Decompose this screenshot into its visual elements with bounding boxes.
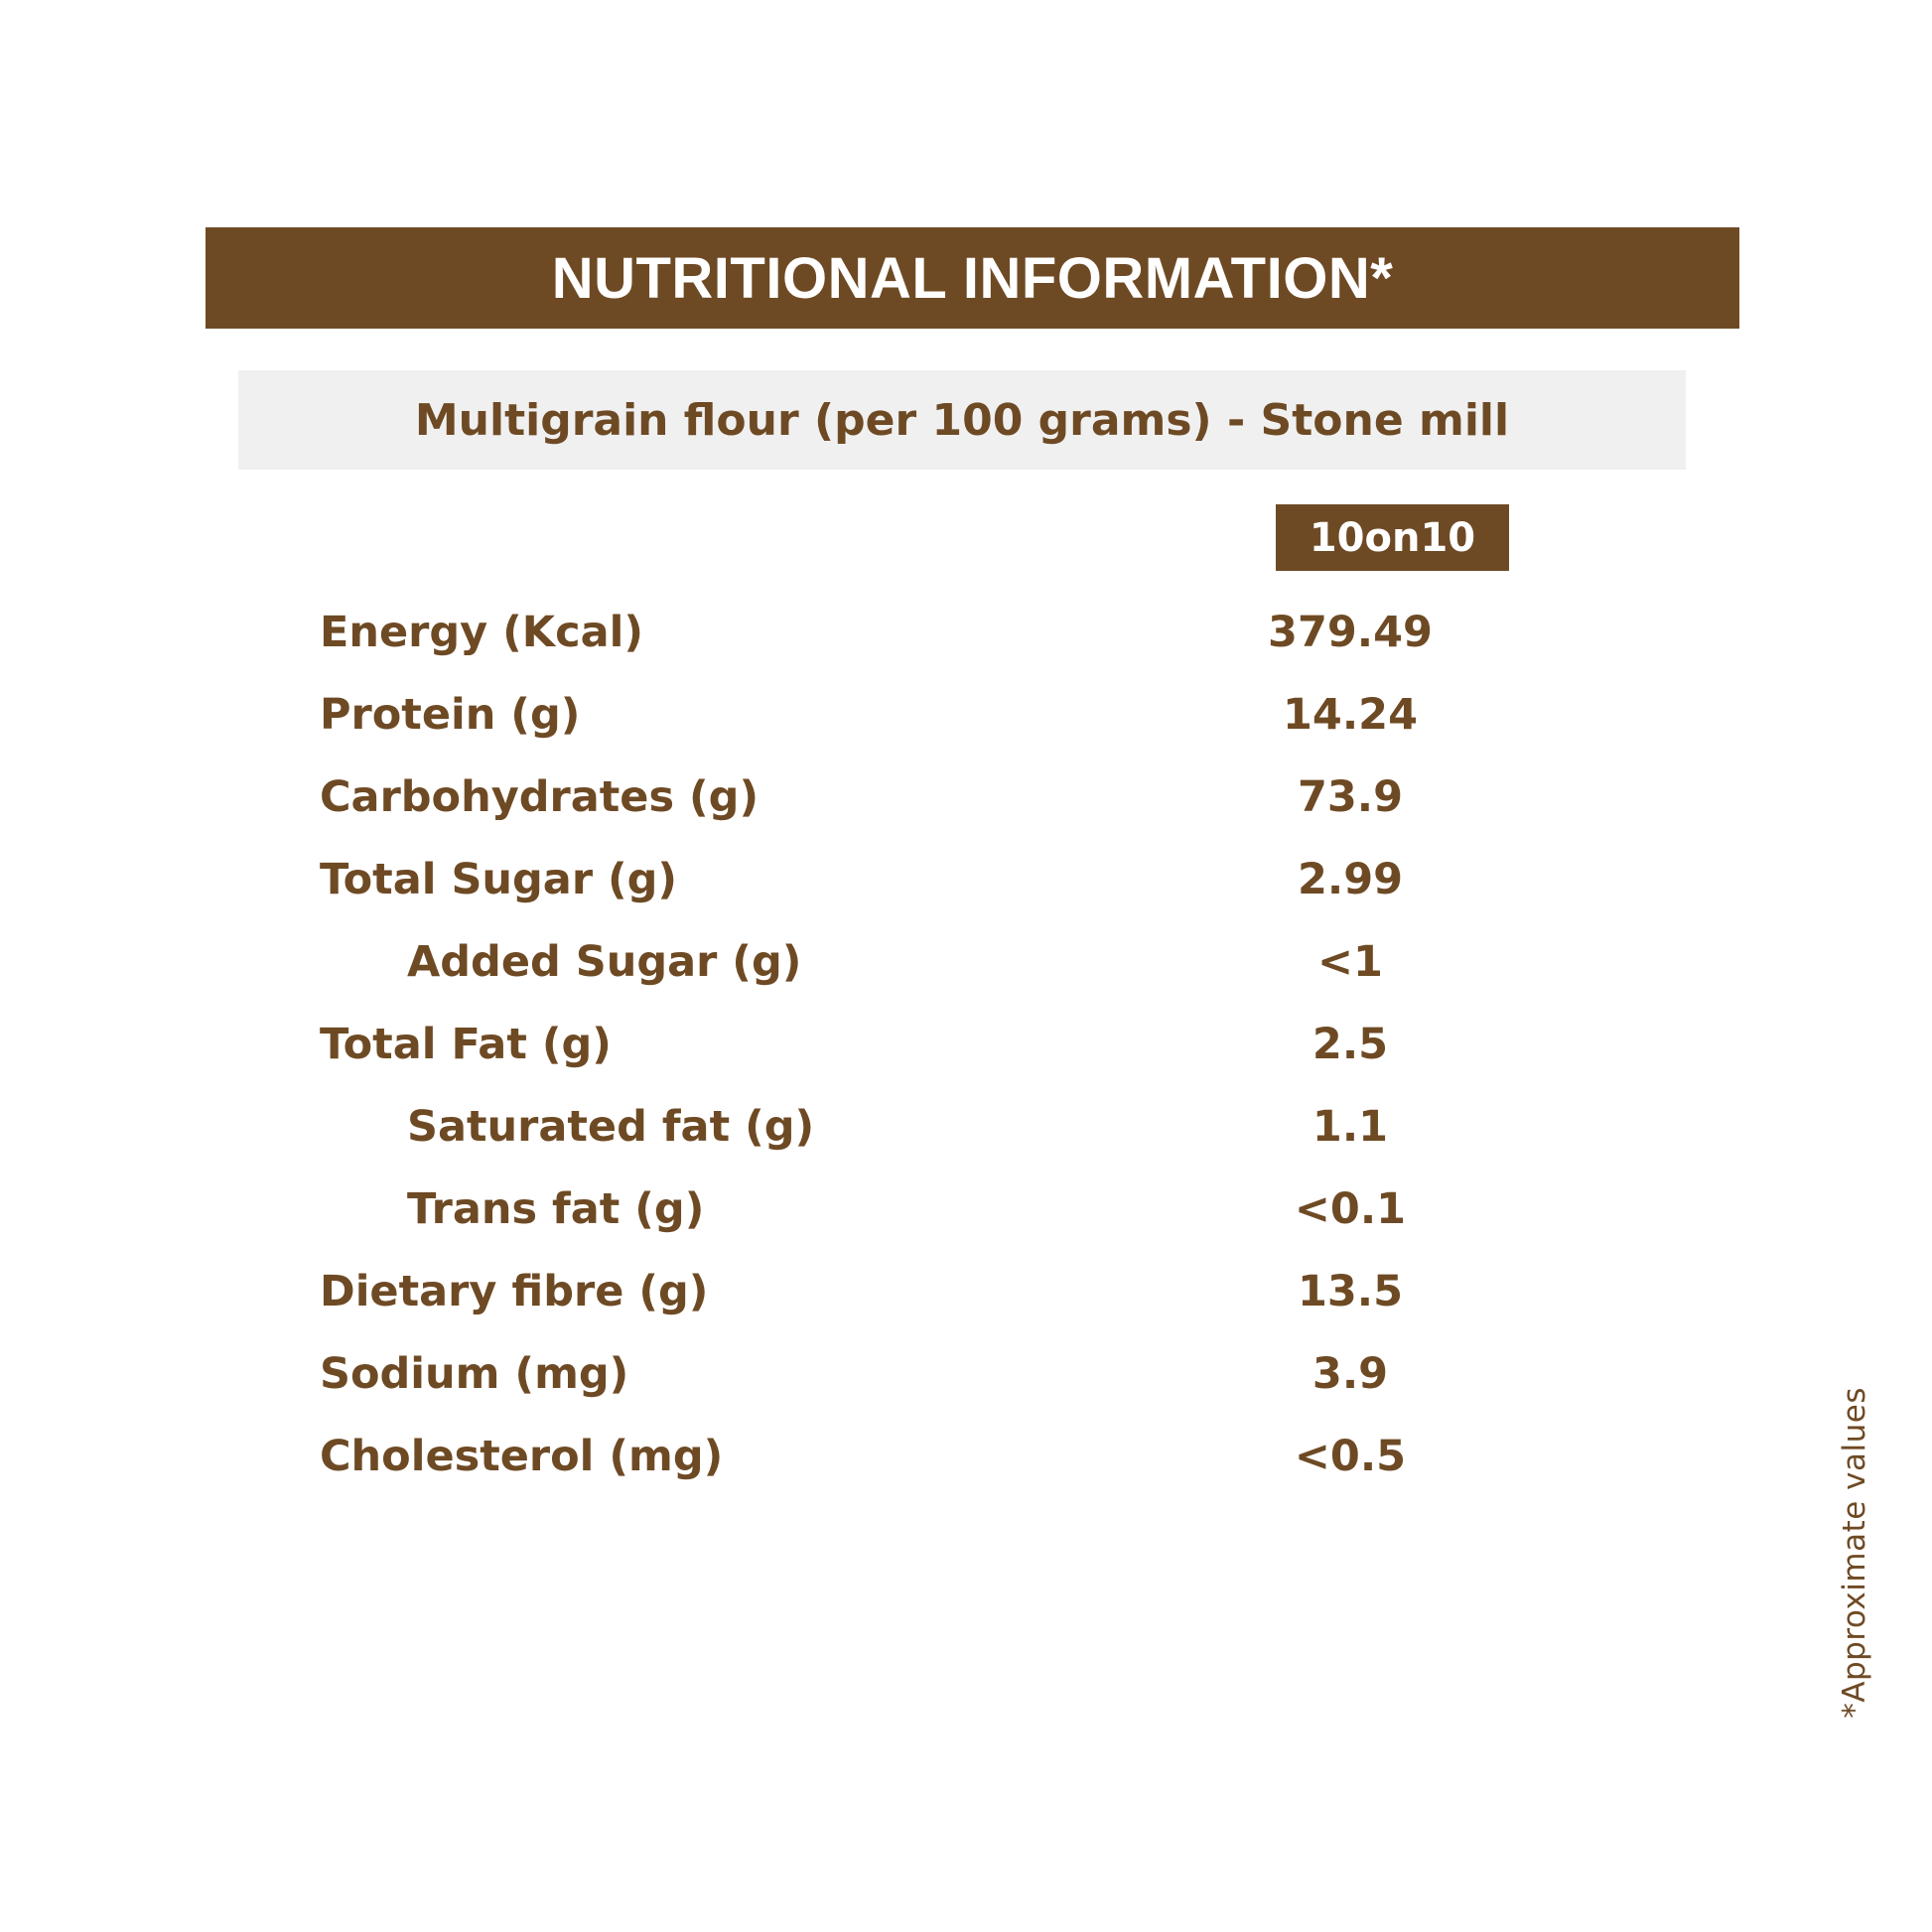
- nutrient-label: Total Fat (g): [320, 1019, 612, 1069]
- product-subtitle: Multigrain flour (per 100 grams) - Stone mill: [414, 394, 1510, 446]
- nutrition-table: [0, 591, 1932, 1497]
- table-row: [0, 920, 1932, 1003]
- nutrient-value: <0.1: [1294, 1183, 1407, 1234]
- nutrient-value: 13.5: [1297, 1266, 1404, 1316]
- table-row: [0, 673, 1932, 756]
- table-row: [0, 1332, 1932, 1415]
- nutrient-label: Trans fat (g): [407, 1183, 705, 1234]
- nutrition-title-bar: [206, 227, 1739, 329]
- nutrient-value: 379.49: [1268, 607, 1433, 657]
- page-title: NUTRITIONAL INFORMATION*: [551, 245, 1394, 311]
- table-row: [0, 1085, 1932, 1168]
- column-header-brand: [1276, 504, 1509, 571]
- column-header-label: 10on10: [1309, 514, 1476, 561]
- nutrient-value: <1: [1317, 936, 1383, 987]
- table-row: [0, 1250, 1932, 1332]
- nutrient-value: <0.5: [1294, 1431, 1407, 1481]
- nutrient-value: 2.99: [1297, 854, 1404, 904]
- nutrient-label: Saturated fat (g): [407, 1101, 815, 1152]
- nutrient-label: Cholesterol (mg): [320, 1431, 724, 1481]
- nutrient-value: 2.5: [1311, 1019, 1389, 1069]
- table-row: [0, 838, 1932, 920]
- nutrient-label: Protein (g): [320, 689, 581, 740]
- nutrient-value: 3.9: [1311, 1348, 1389, 1399]
- nutrient-label: Added Sugar (g): [407, 936, 802, 987]
- nutrient-label: Energy (Kcal): [320, 607, 644, 657]
- table-row: [0, 1168, 1932, 1250]
- nutrition-subtitle-bar: [238, 370, 1686, 470]
- footnote: *Approximate values: [1837, 1387, 1872, 1719]
- nutrient-label: Sodium (mg): [320, 1348, 629, 1399]
- nutrient-value: 73.9: [1297, 771, 1404, 822]
- nutrient-label: Total Sugar (g): [320, 854, 678, 904]
- nutrient-value: 14.24: [1282, 689, 1418, 740]
- table-row: [0, 1415, 1932, 1497]
- table-row: [0, 756, 1932, 838]
- nutrient-label: Dietary fibre (g): [320, 1266, 709, 1316]
- nutrient-label: Carbohydrates (g): [320, 771, 759, 822]
- nutrient-value: 1.1: [1311, 1101, 1389, 1152]
- table-row: [0, 591, 1932, 673]
- table-row: [0, 1003, 1932, 1085]
